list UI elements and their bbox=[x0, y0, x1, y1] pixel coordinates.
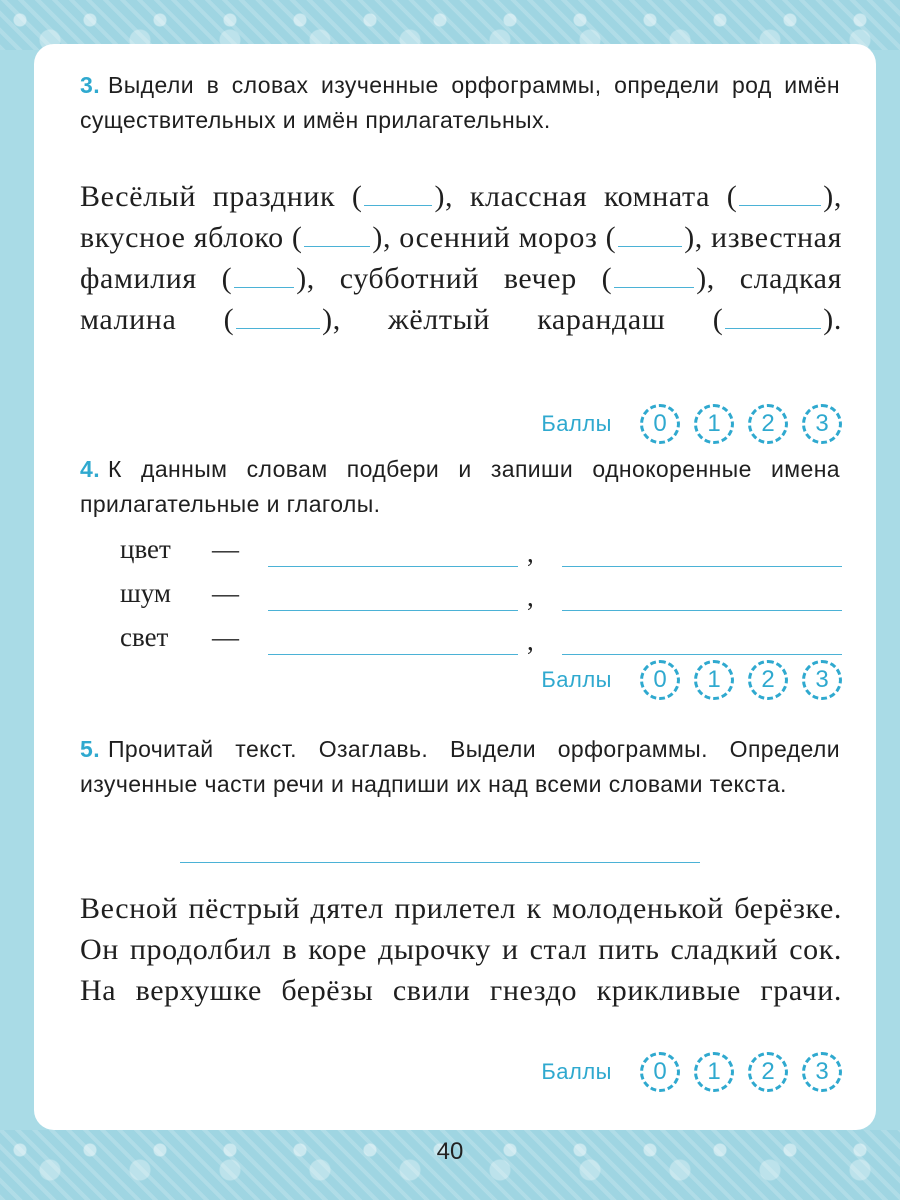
task-number: 5. bbox=[80, 736, 100, 762]
score-label: Баллы bbox=[541, 411, 612, 436]
task-number: 3. bbox=[80, 72, 100, 98]
score-option-3[interactable]: 3 bbox=[802, 660, 842, 700]
phrase: Весёлый праздник ( bbox=[80, 180, 363, 213]
page-number: 40 bbox=[436, 1138, 464, 1165]
comma: , bbox=[527, 626, 534, 656]
dash: — bbox=[212, 622, 239, 652]
task-instruction: Прочитай текст. Озаглавь. Выдели орфограммы. Определи изученные части речи и надпиши их над всеми словами текста. bbox=[80, 736, 840, 797]
answer-blank[interactable] bbox=[614, 263, 694, 288]
task-instruction: К данным словам подбери и запиши однокоренные имена прилагательные и глаголы. bbox=[80, 456, 840, 517]
task-3-heading bbox=[80, 68, 840, 138]
phrase: ), классная комната ( bbox=[434, 180, 738, 213]
root-word: шум bbox=[120, 578, 172, 608]
score-label: Баллы bbox=[541, 1059, 612, 1084]
answer-blank[interactable] bbox=[725, 304, 821, 329]
score-selector bbox=[541, 660, 842, 700]
score-option-2[interactable]: 2 bbox=[748, 660, 788, 700]
phrase: ), жёлтый карандаш ( bbox=[322, 303, 724, 336]
phrase: ). bbox=[823, 303, 842, 336]
phrase: ), известная фамилия ( bbox=[80, 221, 842, 295]
answer-line[interactable] bbox=[562, 610, 842, 611]
score-option-3[interactable]: 3 bbox=[802, 404, 842, 444]
answer-line[interactable] bbox=[268, 566, 518, 567]
root-word: свет bbox=[120, 622, 169, 652]
answer-blank[interactable] bbox=[304, 222, 370, 247]
score-option-0[interactable]: 0 bbox=[640, 404, 680, 444]
dash: — bbox=[212, 534, 239, 564]
score-selector bbox=[541, 404, 842, 444]
score-option-0[interactable]: 0 bbox=[640, 660, 680, 700]
comma: , bbox=[527, 538, 534, 568]
answer-line[interactable] bbox=[268, 654, 518, 655]
task-3-exercise bbox=[80, 176, 842, 340]
task-5-text: Весной пёстрый дятел прилетел к молоденькой берёзке. Он продолбил в коре дырочку и стал пить сладкий сок. На верхушке берёзы свили гнездо крикливые грачи. bbox=[80, 892, 842, 1007]
title-answer-line[interactable] bbox=[180, 862, 700, 863]
score-option-2[interactable]: 2 bbox=[748, 404, 788, 444]
task-number: 4. bbox=[80, 456, 100, 482]
score-label: Баллы bbox=[541, 667, 612, 692]
phrase: ), осенний мороз ( bbox=[372, 221, 617, 254]
root-word: цвет bbox=[120, 534, 171, 564]
score-option-1[interactable]: 1 bbox=[694, 660, 734, 700]
answer-blank[interactable] bbox=[234, 263, 294, 288]
phrase: ), субботний вечер ( bbox=[296, 262, 613, 295]
answer-blank[interactable] bbox=[364, 181, 432, 206]
word-row bbox=[120, 534, 842, 574]
score-option-2[interactable]: 2 bbox=[748, 1052, 788, 1092]
score-selector bbox=[541, 1052, 842, 1092]
comma: , bbox=[527, 582, 534, 612]
phrase: ), сладкая малина ( bbox=[80, 262, 842, 336]
score-option-3[interactable]: 3 bbox=[802, 1052, 842, 1092]
answer-blank[interactable] bbox=[618, 222, 682, 247]
answer-line[interactable] bbox=[268, 610, 518, 611]
score-option-1[interactable]: 1 bbox=[694, 1052, 734, 1092]
dash: — bbox=[212, 578, 239, 608]
score-option-1[interactable]: 1 bbox=[694, 404, 734, 444]
score-option-0[interactable]: 0 bbox=[640, 1052, 680, 1092]
answer-blank[interactable] bbox=[739, 181, 821, 206]
task-instruction: Выдели в словах изученные орфограммы, определи род имён существительных и имён прилагательных. bbox=[80, 72, 840, 133]
phrase: ), вкусное яблоко ( bbox=[80, 180, 842, 254]
word-row bbox=[120, 622, 842, 662]
answer-blank[interactable] bbox=[236, 304, 320, 329]
task-5-heading bbox=[80, 732, 840, 802]
decorative-border-top bbox=[0, 0, 900, 50]
answer-line[interactable] bbox=[562, 654, 842, 655]
answer-line[interactable] bbox=[562, 566, 842, 567]
word-row bbox=[120, 578, 842, 618]
task-4-heading bbox=[80, 452, 840, 522]
